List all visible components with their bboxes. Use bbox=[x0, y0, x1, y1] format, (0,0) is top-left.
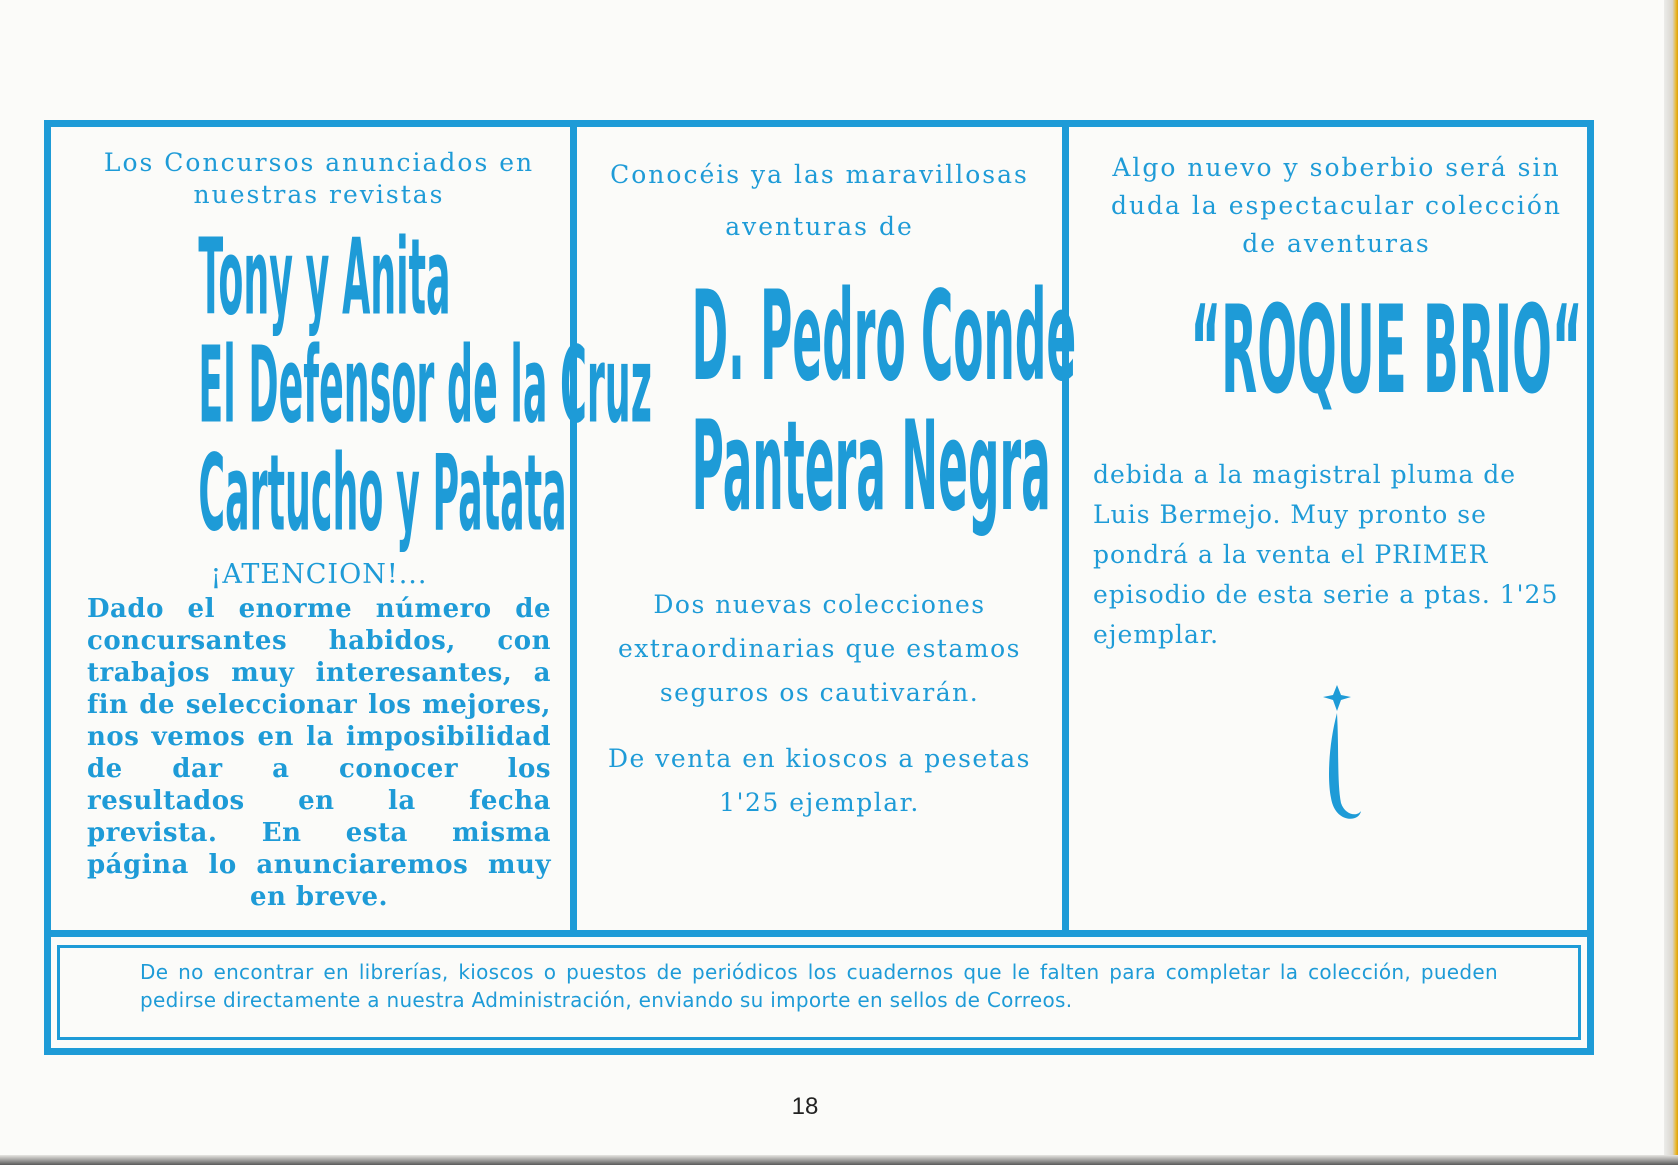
title-tony-y-anita: Tony y Anita bbox=[198, 216, 451, 339]
contest-titles bbox=[87, 216, 652, 555]
footer-band bbox=[51, 930, 1587, 1048]
adventures-column bbox=[570, 127, 1077, 930]
roque-brio-column bbox=[1062, 127, 1594, 930]
adventures-description: Dos nuevas colecciones extraordinarias que estamos seguros os cautivarán. bbox=[618, 590, 1021, 707]
adventures-titles bbox=[587, 264, 1077, 539]
title-pantera-negra: Pantera Negra bbox=[691, 394, 1051, 539]
roque-brio-description: debida a la magistral pluma de Luis Bermejo. Muy pronto se pondrá a la venta el PRIMER episodio de esta serie a ptas. 1'25 ejemplar. bbox=[1093, 460, 1559, 649]
title-roque-brio: “ROQUE BRIO“ bbox=[1190, 281, 1583, 422]
adventures-sale-info: De venta en kioscos a pesetas 1'25 ejemplar. bbox=[608, 744, 1031, 817]
contest-column bbox=[51, 127, 652, 930]
page-bottom-edge bbox=[0, 1155, 1678, 1165]
title-el-defensor-de-la-cruz: El Defensor de la Cruz bbox=[198, 324, 652, 447]
footer-notice: De no encontrar en librerías, kioscos o puestos de periódicos los cuadernos que le falten para completar la colección, pueden pedirse directamente a nuestra Administración, enviando su importe en sellos de Correos. bbox=[57, 945, 1581, 1040]
title-d-pedro-conde: D. Pedro Conde bbox=[691, 264, 1077, 409]
attention-heading: ¡ATENCION!... bbox=[210, 559, 428, 590]
advertisement-box bbox=[44, 120, 1594, 1055]
adventures-intro: Conocéis ya las maravillosas aventuras de bbox=[610, 160, 1029, 241]
page-edge bbox=[1664, 0, 1678, 1165]
page-number: 18 bbox=[791, 1093, 819, 1120]
roque-brio-title-wrap bbox=[1093, 281, 1583, 422]
contest-notice: Dado el enorme número de concursantes habidos, con trabajos muy interesantes, a fin de seleccionar los mejores, nos vemos en la imposibilidad de dar a conocer los resultados en la fecha prevista. En esta misma página lo anunciaremos muy en breve. bbox=[87, 594, 551, 912]
roque-brio-intro: Algo nuevo y soberbio será sin duda la espectacular colección de aventuras bbox=[1110, 153, 1563, 258]
ornament-icon bbox=[1307, 683, 1367, 833]
contest-intro: Los Concursos anunciados en nuestras revistas bbox=[103, 148, 535, 209]
title-cartucho-y-patata: Cartucho y Patata bbox=[198, 432, 567, 555]
